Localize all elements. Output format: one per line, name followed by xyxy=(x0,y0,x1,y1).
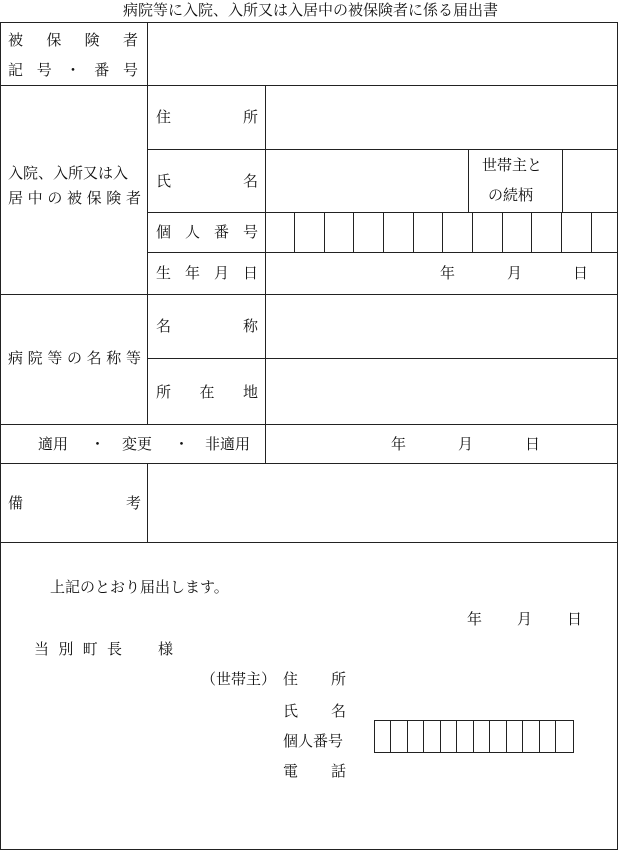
person-my-number-label: 個 人 番 号 xyxy=(156,223,258,241)
digit-box[interactable] xyxy=(441,721,457,752)
householder-address-label: 住 所 xyxy=(283,670,346,688)
digit-box[interactable] xyxy=(473,212,503,252)
facility-location-label: 所 在 地 xyxy=(156,383,258,401)
remarks-label: 備 考 xyxy=(8,494,141,512)
option-separator: ・ xyxy=(174,435,190,453)
digit-box[interactable] xyxy=(556,721,573,752)
digit-box[interactable] xyxy=(295,212,325,252)
digit-box[interactable] xyxy=(503,212,532,252)
digit-box[interactable] xyxy=(408,721,424,752)
row-divider xyxy=(0,463,618,464)
householder-phone-label: 電 話 xyxy=(283,762,346,780)
digit-box[interactable] xyxy=(384,212,414,252)
apply-option-apply[interactable]: 適用 xyxy=(38,435,69,453)
addressee: 当 別 町 長 xyxy=(34,640,122,658)
facility-label: 病 院 等 の 名 称 等 xyxy=(8,349,141,367)
insured-number-field[interactable] xyxy=(149,24,615,84)
person-address-label: 住 所 xyxy=(156,108,258,126)
row-divider xyxy=(147,252,618,253)
birth-month-unit: 月 xyxy=(507,264,523,282)
column-divider xyxy=(147,85,148,424)
honorific: 様 xyxy=(158,640,174,658)
birth-year-unit: 年 xyxy=(440,264,456,282)
facility-location-field[interactable] xyxy=(267,360,617,423)
option-separator: ・ xyxy=(90,435,106,453)
row-divider xyxy=(147,358,618,359)
declaration-day-unit: 日 xyxy=(567,610,583,628)
row-divider xyxy=(0,294,618,295)
birthdate-label: 生 年 月 日 xyxy=(156,264,258,282)
form-title: 病院等に入院、入所又は入居中の被保険者に係る届出書 xyxy=(122,1,498,19)
birth-day-unit: 日 xyxy=(573,264,589,282)
apply-month-unit: 月 xyxy=(458,435,474,453)
digit-box[interactable] xyxy=(265,212,295,252)
apply-option-change[interactable]: 変更 xyxy=(122,435,153,453)
insured-label-line1: 被 保 険 者 xyxy=(8,31,138,49)
digit-box[interactable] xyxy=(532,212,562,252)
facility-name-label: 名 称 xyxy=(156,317,258,335)
person-name-field[interactable] xyxy=(267,151,467,211)
column-divider xyxy=(147,22,148,85)
column-divider xyxy=(468,149,469,212)
digit-box[interactable] xyxy=(375,721,391,752)
digit-box[interactable] xyxy=(592,212,618,252)
column-divider xyxy=(265,85,266,463)
digit-box[interactable] xyxy=(562,212,592,252)
digit-box[interactable] xyxy=(325,212,354,252)
remarks-field[interactable] xyxy=(149,465,617,541)
relation-field[interactable] xyxy=(564,151,617,211)
insured-label-line2: 記 号 ・ 番 号 xyxy=(8,61,138,79)
column-divider xyxy=(147,463,148,542)
householder-name-label: 氏 名 xyxy=(283,702,346,720)
declaration-statement: 上記のとおり届出します。 xyxy=(50,578,229,596)
column-divider xyxy=(562,149,563,212)
row-divider xyxy=(0,424,618,425)
apply-year-unit: 年 xyxy=(391,435,407,453)
apply-day-unit: 日 xyxy=(525,435,541,453)
digit-box[interactable] xyxy=(474,721,490,752)
declaration-month-unit: 月 xyxy=(517,610,533,628)
digit-box[interactable] xyxy=(354,212,384,252)
relation-label-line2: の続柄 xyxy=(488,186,534,204)
digit-box[interactable] xyxy=(424,721,441,752)
person-name-label: 氏 名 xyxy=(156,172,258,190)
digit-box[interactable] xyxy=(507,721,523,752)
row-divider xyxy=(0,542,618,543)
householder-my-number-label: 個人番号 xyxy=(283,732,344,750)
declaration-year-unit: 年 xyxy=(467,610,483,628)
digit-box[interactable] xyxy=(391,721,408,752)
person-address-field[interactable] xyxy=(267,87,617,148)
digit-box[interactable] xyxy=(414,212,443,252)
row-divider xyxy=(147,149,618,150)
digit-box[interactable] xyxy=(490,721,507,752)
apply-option-non-apply[interactable]: 非適用 xyxy=(205,435,251,453)
person-label-line2: 居 中 の 被 保 険 者 xyxy=(8,189,141,207)
facility-name-field[interactable] xyxy=(267,296,617,357)
digit-box[interactable] xyxy=(457,721,474,752)
digit-box[interactable] xyxy=(443,212,473,252)
digit-box[interactable] xyxy=(523,721,540,752)
person-label-line1: 入院、入所又は入 xyxy=(8,164,129,182)
row-divider xyxy=(0,85,618,86)
digit-box[interactable] xyxy=(540,721,556,752)
householder-my-number-field xyxy=(374,720,574,753)
householder-prefix: （世帯主） xyxy=(201,670,277,688)
relation-label-line1: 世帯主と xyxy=(482,156,543,174)
